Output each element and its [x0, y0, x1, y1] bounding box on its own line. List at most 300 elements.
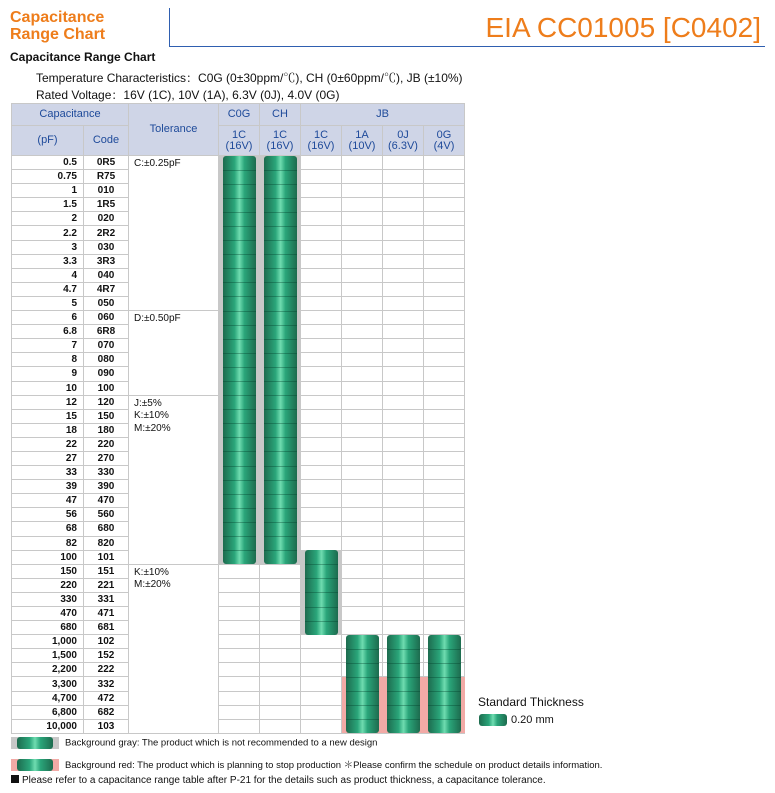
bar-row-divider — [223, 296, 256, 297]
range-cell — [342, 437, 383, 451]
range-cell — [342, 395, 383, 409]
range-cell — [383, 353, 424, 367]
header-voltage-col-4 — [383, 126, 424, 156]
capacitance-value: 1,000 — [12, 635, 84, 649]
capacitance-value: 10,000 — [12, 719, 84, 733]
capacitance-code: 681 — [84, 621, 129, 635]
range-cell — [424, 466, 465, 480]
range-cell — [260, 719, 301, 733]
range-cell — [383, 240, 424, 254]
range-cell — [219, 663, 260, 677]
bar-row-divider — [264, 550, 297, 551]
bar-row-divider — [223, 254, 256, 255]
capacitance-value: 2 — [12, 212, 84, 226]
range-cell — [260, 691, 301, 705]
bar-row-divider — [223, 550, 256, 551]
range-cell — [301, 311, 342, 325]
range-cell — [383, 325, 424, 339]
range-cell — [342, 226, 383, 240]
range-cell — [219, 621, 260, 635]
tolerance-line: K:±10% — [134, 566, 169, 578]
range-cell — [219, 719, 260, 733]
legend-gray-swatch — [11, 737, 59, 749]
header-code: Code — [84, 126, 129, 156]
capacitance-value: 4 — [12, 268, 84, 282]
capacitance-code: 060 — [84, 311, 129, 325]
range-cell — [342, 170, 383, 184]
bar-row-divider — [264, 423, 297, 424]
range-cell — [383, 311, 424, 325]
header-voltage-col-5 — [424, 126, 465, 156]
range-cell — [424, 296, 465, 310]
tolerance-cell — [129, 156, 219, 311]
range-cell — [424, 254, 465, 268]
range-cell — [301, 212, 342, 226]
capacitance-value: 3,300 — [12, 677, 84, 691]
range-cell — [342, 621, 383, 635]
range-bar — [219, 156, 260, 565]
range-cell — [342, 564, 383, 578]
capacitance-value: 27 — [12, 451, 84, 465]
voltage-value: (16V) — [266, 139, 294, 152]
capacitance-code: 152 — [84, 649, 129, 663]
bar-row-divider — [305, 592, 338, 593]
range-cell — [301, 522, 342, 536]
capacitance-code: 010 — [84, 184, 129, 198]
bar-row-divider — [223, 325, 256, 326]
capacitance-code: 100 — [84, 381, 129, 395]
bar-row-divider — [264, 522, 297, 523]
range-cell — [383, 367, 424, 381]
capacitance-value: 33 — [12, 466, 84, 480]
capacitance-value: 3 — [12, 240, 84, 254]
bar-row-divider — [305, 578, 338, 579]
capacitance-value: 6.8 — [12, 325, 84, 339]
range-cell — [424, 325, 465, 339]
capacitance-value: 1 — [12, 184, 84, 198]
range-cell — [342, 254, 383, 268]
capacitance-value: 10 — [12, 381, 84, 395]
range-cell — [342, 240, 383, 254]
legend-gray — [11, 737, 377, 749]
range-cell — [301, 649, 342, 663]
bar-row-divider — [305, 564, 338, 565]
range-cell — [383, 466, 424, 480]
capacitance-code: 390 — [84, 480, 129, 494]
header-divider-vertical — [169, 8, 170, 46]
range-cell — [342, 156, 383, 170]
legend-red-swatch — [11, 759, 59, 771]
capacitance-code: 222 — [84, 663, 129, 677]
voltage-code: 1C — [231, 128, 247, 141]
range-cell — [383, 607, 424, 621]
range-cell — [301, 409, 342, 423]
legend-red-text: Background red: The product which is planning to stop production ＊Please confirm the schedule on product details information. — [65, 760, 603, 771]
range-cell — [383, 494, 424, 508]
range-cell — [301, 226, 342, 240]
bar-row-divider — [223, 536, 256, 537]
capacitance-code: 103 — [84, 719, 129, 733]
range-cell — [383, 381, 424, 395]
bar-row-divider — [223, 367, 256, 368]
capacitance-value: 15 — [12, 409, 84, 423]
range-cell — [342, 282, 383, 296]
bar-row-divider — [223, 170, 256, 171]
bar-row-divider — [223, 423, 256, 424]
range-cell — [301, 381, 342, 395]
bar-row-divider — [264, 409, 297, 410]
range-cell — [301, 663, 342, 677]
header-left-title-line1: Capacitance — [10, 9, 105, 26]
tolerance-line: M:±20% — [134, 422, 171, 434]
range-cell — [424, 240, 465, 254]
bar-row-divider — [223, 198, 256, 199]
bar-row-divider — [223, 494, 256, 495]
range-cell — [424, 353, 465, 367]
range-cell — [342, 451, 383, 465]
range-cell — [424, 226, 465, 240]
capacitance-code: 050 — [84, 296, 129, 310]
range-cell — [424, 339, 465, 353]
range-cell — [301, 451, 342, 465]
range-cell — [424, 607, 465, 621]
capacitance-code: 102 — [84, 635, 129, 649]
range-cell — [301, 677, 342, 691]
capacitance-code: 470 — [84, 494, 129, 508]
header-voltage-col-3 — [342, 126, 383, 156]
capacitance-code: 070 — [84, 339, 129, 353]
bar-row-divider — [387, 691, 420, 692]
bar-row-divider — [305, 607, 338, 608]
bar-row-divider — [264, 254, 297, 255]
bar-row-divider — [428, 691, 461, 692]
range-cell — [260, 677, 301, 691]
capacitance-value: 4.7 — [12, 282, 84, 296]
page-title: EIA CC01005 [C0402] — [485, 12, 761, 43]
bar-row-divider — [264, 212, 297, 213]
capacitance-value: 6,800 — [12, 705, 84, 719]
capacitance-code: 101 — [84, 550, 129, 564]
voltage-value: (6.3V) — [388, 139, 418, 152]
range-cell — [424, 550, 465, 564]
range-cell — [260, 649, 301, 663]
range-cell — [301, 296, 342, 310]
bar-row-divider — [305, 621, 338, 622]
range-cell — [301, 494, 342, 508]
range-cell — [383, 212, 424, 226]
range-cell — [260, 663, 301, 677]
voltage-code: 1C — [313, 128, 329, 141]
bar-row-divider — [387, 705, 420, 706]
bar-row-divider — [264, 480, 297, 481]
range-cell — [219, 677, 260, 691]
range-cell — [424, 395, 465, 409]
range-cell — [301, 254, 342, 268]
range-cell — [301, 282, 342, 296]
bar-row-divider — [223, 226, 256, 227]
range-cell — [342, 381, 383, 395]
range-bar — [424, 635, 465, 734]
tolerance-cell — [129, 395, 219, 564]
range-cell — [301, 353, 342, 367]
legend-red — [11, 757, 602, 771]
square-bullet-icon — [11, 775, 19, 783]
range-cell — [383, 508, 424, 522]
table-row — [12, 564, 465, 578]
bar-row-divider — [387, 677, 420, 678]
capacitance-value: 0.75 — [12, 170, 84, 184]
capacitance-value: 5 — [12, 296, 84, 310]
range-cell — [383, 423, 424, 437]
bar-row-divider — [223, 339, 256, 340]
standard-thickness-title: Standard Thickness — [478, 695, 584, 709]
capacitance-value: 7 — [12, 339, 84, 353]
range-bar — [301, 550, 342, 635]
tolerance-line: K:±10% — [134, 410, 169, 422]
range-cell — [342, 480, 383, 494]
capacitance-value: 39 — [12, 480, 84, 494]
capacitance-code: R75 — [84, 170, 129, 184]
range-cell — [260, 592, 301, 606]
capacitance-value: 3.3 — [12, 254, 84, 268]
capacitance-code: 560 — [84, 508, 129, 522]
bar-row-divider — [264, 508, 297, 509]
tolerance-line: C:±0.25pF — [134, 158, 181, 169]
range-cell — [383, 395, 424, 409]
range-cell — [260, 705, 301, 719]
bar-row-divider — [346, 649, 379, 650]
range-cell — [342, 296, 383, 310]
rated-voltage: Rated Voltage：16V (1C), 10V (1A), 6.3V (0J), 4.0V (0G) — [36, 88, 340, 102]
capacitance-value: 680 — [12, 621, 84, 635]
range-cell — [424, 170, 465, 184]
capacitance-code: 1R5 — [84, 198, 129, 212]
range-cell — [383, 198, 424, 212]
capacitance-value: 8 — [12, 353, 84, 367]
range-cell — [260, 578, 301, 592]
range-cell — [219, 649, 260, 663]
range-cell — [342, 311, 383, 325]
capacitance-value: 18 — [12, 423, 84, 437]
bar-row-divider — [223, 311, 256, 312]
voltage-value: (4V) — [433, 139, 455, 152]
voltage-code: 1A — [355, 128, 369, 141]
bar-row-divider — [264, 353, 297, 354]
voltage-value: (16V) — [307, 139, 335, 152]
capacitance-code: 040 — [84, 268, 129, 282]
range-cell — [301, 170, 342, 184]
range-cell — [424, 451, 465, 465]
range-bar — [260, 156, 301, 565]
temperature-characteristics: Temperature Characteristics：C0G (0±30ppm/℃), CH (0±60ppm/℃), JB (±10%) — [36, 71, 463, 85]
range-cell — [260, 564, 301, 578]
capacitance-code: 680 — [84, 522, 129, 536]
range-cell — [342, 466, 383, 480]
bar-row-divider — [346, 663, 379, 664]
range-cell — [342, 592, 383, 606]
bar-row-divider — [223, 466, 256, 467]
range-cell — [383, 592, 424, 606]
range-cell — [342, 339, 383, 353]
range-cell — [342, 367, 383, 381]
range-cell — [383, 156, 424, 170]
range-cell — [383, 480, 424, 494]
table-row — [12, 607, 465, 621]
range-cell — [219, 578, 260, 592]
bar-row-divider — [223, 268, 256, 269]
header-pf: (pF) — [12, 126, 84, 156]
range-cell — [383, 409, 424, 423]
range-cell — [424, 578, 465, 592]
bar-row-divider — [223, 409, 256, 410]
header-voltage-col-0 — [219, 126, 260, 156]
bar-row-divider — [387, 719, 420, 720]
bar-row-divider — [223, 395, 256, 396]
range-cell — [383, 254, 424, 268]
capacitance-value: 82 — [12, 536, 84, 550]
capacitance-code: 682 — [84, 705, 129, 719]
range-cell — [301, 691, 342, 705]
capacitance-value: 1,500 — [12, 649, 84, 663]
voltage-code: 0J — [397, 128, 409, 141]
range-cell — [424, 282, 465, 296]
range-cell — [424, 621, 465, 635]
range-cell — [301, 635, 342, 649]
range-cell — [424, 480, 465, 494]
range-cell — [383, 437, 424, 451]
range-cell — [301, 705, 342, 719]
range-cell — [301, 156, 342, 170]
capacitance-code: 331 — [84, 592, 129, 606]
bar-row-divider — [264, 311, 297, 312]
bar-row-divider — [223, 480, 256, 481]
range-cell — [424, 522, 465, 536]
tolerance-cell — [129, 311, 219, 396]
range-cell — [424, 212, 465, 226]
range-cell — [424, 437, 465, 451]
bar-row-divider — [264, 296, 297, 297]
range-cell — [424, 311, 465, 325]
voltage-code: 0G — [436, 128, 452, 141]
range-cell — [219, 691, 260, 705]
capacitance-value: 100 — [12, 550, 84, 564]
capacitance-value: 0.5 — [12, 156, 84, 170]
range-cell — [383, 339, 424, 353]
range-cell — [342, 607, 383, 621]
capacitance-value: 47 — [12, 494, 84, 508]
table-row — [12, 592, 465, 606]
bar-row-divider — [223, 522, 256, 523]
range-cell — [424, 592, 465, 606]
capacitance-code: 330 — [84, 466, 129, 480]
range-cell — [219, 592, 260, 606]
capacitance-code: 120 — [84, 395, 129, 409]
legend-gray-text: Background gray: The product which is not recommended to a new design — [65, 737, 378, 749]
capacitance-code: 090 — [84, 367, 129, 381]
capacitance-code: 6R8 — [84, 325, 129, 339]
bar-row-divider — [264, 184, 297, 185]
tolerance-line: D:±0.50pF — [134, 313, 181, 325]
range-cell — [301, 719, 342, 733]
range-cell — [424, 156, 465, 170]
bar-row-divider — [264, 451, 297, 452]
range-cell — [219, 635, 260, 649]
bar-row-divider — [264, 226, 297, 227]
capacitance-code: 0R5 — [84, 156, 129, 170]
range-bar-fill — [223, 156, 256, 565]
bar-row-divider — [264, 170, 297, 171]
range-cell — [383, 564, 424, 578]
header-jb: JB — [301, 104, 465, 126]
header-ch: CH — [260, 104, 301, 126]
voltage-code: 1C — [272, 128, 288, 141]
range-cell — [383, 282, 424, 296]
bar-row-divider — [223, 212, 256, 213]
bar-row-divider — [223, 353, 256, 354]
range-cell — [383, 184, 424, 198]
bar-row-divider — [428, 677, 461, 678]
range-cell — [301, 367, 342, 381]
capacitance-value: 220 — [12, 578, 84, 592]
capacitance-code: 471 — [84, 607, 129, 621]
range-cell — [424, 198, 465, 212]
bar-row-divider — [264, 437, 297, 438]
range-cell — [219, 564, 260, 578]
capacitance-value: 330 — [12, 592, 84, 606]
bar-row-divider — [264, 367, 297, 368]
bar-row-divider — [223, 184, 256, 185]
capacitance-code: 151 — [84, 564, 129, 578]
capacitance-code: 332 — [84, 677, 129, 691]
range-cell — [424, 381, 465, 395]
bar-row-divider — [264, 325, 297, 326]
range-cell — [424, 423, 465, 437]
bar-row-divider — [264, 240, 297, 241]
table-row — [12, 578, 465, 592]
range-cell — [342, 325, 383, 339]
capacitance-value: 2.2 — [12, 226, 84, 240]
bar-row-divider — [264, 268, 297, 269]
range-cell — [342, 268, 383, 282]
range-cell — [342, 578, 383, 592]
bar-row-divider — [428, 649, 461, 650]
capacitance-value: 470 — [12, 607, 84, 621]
range-cell — [342, 184, 383, 198]
capacitance-value: 12 — [12, 395, 84, 409]
range-cell — [383, 621, 424, 635]
range-cell — [301, 268, 342, 282]
range-cell — [301, 395, 342, 409]
range-cell — [383, 536, 424, 550]
capacitance-code: 020 — [84, 212, 129, 226]
header-voltage-col-2 — [301, 126, 342, 156]
tolerance-cell — [129, 564, 219, 733]
range-cell — [301, 198, 342, 212]
range-cell — [424, 409, 465, 423]
range-cell — [260, 607, 301, 621]
range-cell — [342, 508, 383, 522]
range-cell — [342, 409, 383, 423]
range-cell — [424, 268, 465, 282]
range-bar — [383, 635, 424, 734]
standard-thickness-swatch — [479, 714, 507, 726]
range-cell — [424, 564, 465, 578]
header-tolerance: Tolerance — [129, 104, 219, 156]
range-cell — [383, 226, 424, 240]
table-row — [12, 621, 465, 635]
bar-row-divider — [264, 198, 297, 199]
capacitance-code: 180 — [84, 423, 129, 437]
